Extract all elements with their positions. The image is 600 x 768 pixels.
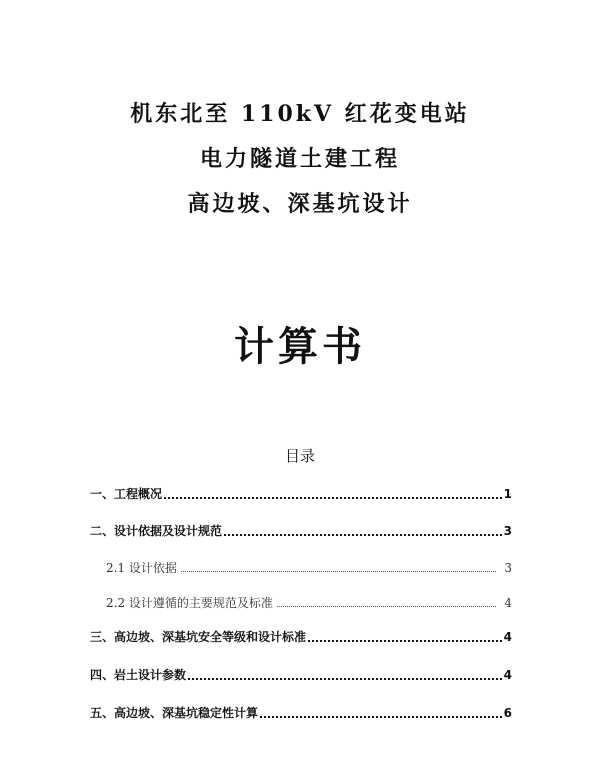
toc-entry-page: 3	[503, 524, 512, 538]
document-type-title: 计算书	[234, 323, 366, 370]
project-title-line-1: 机东北至 110kV 红花变电站	[130, 101, 470, 127]
toc-heading: 目录	[284, 447, 315, 465]
toc-entry-label: 二、设计依据及设计规范	[90, 524, 223, 538]
toc-entry-page: 6	[503, 706, 512, 720]
toc-entry-2-2[interactable]	[106, 593, 512, 611]
toc-entry-label: 五、高边坡、深基坑稳定性计算	[90, 706, 259, 720]
toc-entry-2-1[interactable]	[106, 558, 512, 576]
toc-leader-dots	[188, 678, 502, 680]
toc-entry-label: 四、岩土设计参数	[90, 668, 187, 682]
toc-entry-page: 1	[503, 487, 512, 501]
toc-leader-dots	[181, 571, 496, 572]
toc-entry-label: 2.2 设计遵循的主要规范及标准	[106, 596, 273, 610]
project-title-line-3: 高边坡、深基坑设计	[187, 191, 413, 217]
toc-leader-dots	[277, 606, 496, 607]
toc-entry-3[interactable]	[90, 627, 512, 645]
toc-leader-dots	[308, 640, 502, 642]
toc-entry-5[interactable]	[90, 703, 512, 721]
toc-entry-page: 3	[504, 561, 512, 575]
toc-entry-page: 4	[503, 630, 512, 644]
toc-entry-label: 三、高边坡、深基坑安全等级和设计标准	[90, 630, 307, 644]
toc-entry-page: 4	[503, 668, 512, 682]
toc-leader-dots	[164, 497, 502, 499]
toc-entry-4[interactable]	[90, 665, 512, 683]
project-title-line-2: 电力隧道土建工程	[199, 146, 400, 172]
toc-entry-label: 一、工程概况	[90, 487, 163, 501]
toc-entry-2[interactable]	[90, 521, 512, 539]
toc-leader-dots	[260, 716, 502, 718]
toc-entry-page: 4	[504, 596, 512, 610]
toc-entry-1[interactable]	[90, 484, 512, 502]
toc-leader-dots	[224, 534, 502, 536]
toc-entry-label: 2.1 设计依据	[106, 561, 177, 575]
